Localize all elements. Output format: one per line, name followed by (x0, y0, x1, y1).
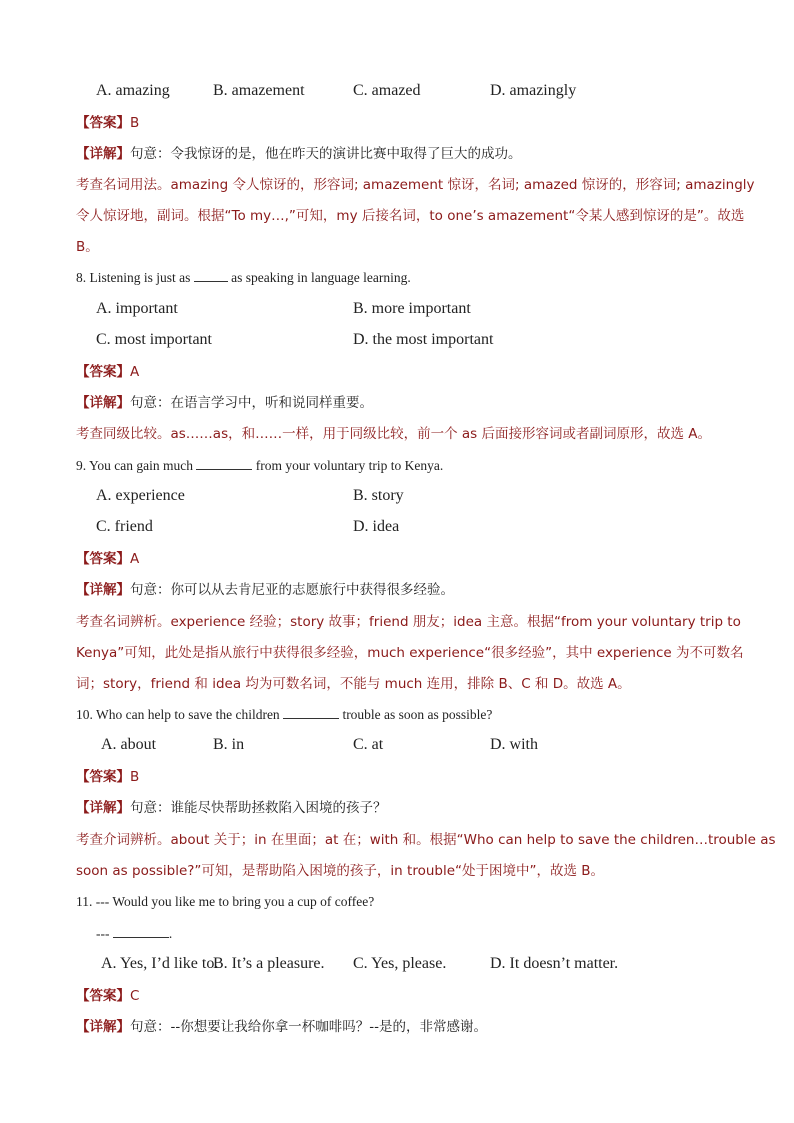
q8-stem-before: 8. Listening is just as (76, 270, 194, 285)
q7-option-d[interactable]: D. amazingly (490, 82, 577, 99)
detail-meaning: 句意：在语言学习中，听和说同样重要。 (130, 395, 373, 411)
detail-label: 【详解】 (76, 146, 130, 162)
answer-label: 【答案】 (76, 115, 130, 131)
answer-label: 【答案】 (76, 551, 130, 567)
q9-stem-after: from your voluntary trip to Kenya. (252, 458, 444, 473)
q8-detail (76, 393, 726, 413)
q7-answer (76, 113, 726, 133)
q7-analysis-line-2: 令人惊讶地，副词。根据“To my…,”可知，my 后接名词，to one’s amazement“令某人感到惊讶的是”。故选 (76, 208, 745, 224)
q9-answer (76, 549, 726, 569)
q8-option-c[interactable]: C. most important (96, 331, 212, 348)
detail-meaning: 句意：你可以从去肯尼亚的志愿旅行中获得很多经验。 (130, 582, 454, 598)
answer-label: 【答案】 (76, 988, 130, 1004)
answer-blank[interactable] (194, 269, 228, 282)
q7-option-c[interactable]: C. amazed (353, 82, 421, 99)
q11-option-c[interactable]: C. Yes, please. (353, 955, 447, 972)
q10-option-a[interactable]: A. about (101, 736, 157, 753)
q9-analysis-line-1: 考查名词辨析。experience 经验；story 故事；friend 朋友；idea 主意。根据“from your voluntary trip to (76, 614, 741, 630)
q8-analysis-line-1: 考查同级比较。as……as，和……一样，用于同级比较，前一个 as 后面接形容词或者副词原形，故选 A。 (76, 426, 712, 442)
q11-reply (96, 924, 746, 944)
q9-stem (76, 456, 726, 476)
q11-answer (76, 986, 726, 1006)
q8-stem-after: as speaking in language learning. (227, 270, 411, 285)
q11-reply-after: . (168, 926, 173, 941)
q7-option-a[interactable]: A. amazing (96, 82, 170, 99)
q10-stem-after: trouble as soon as possible? (339, 707, 493, 722)
q10-stem (76, 705, 726, 725)
q8-option-d[interactable]: D. the most important (353, 331, 494, 348)
q9-detail (76, 580, 726, 600)
answer-blank[interactable] (283, 706, 339, 719)
q10-stem-before: 10. Who can help to save the children (76, 707, 284, 722)
detail-label: 【详解】 (76, 800, 130, 816)
q7-analysis-line-3: B。 (76, 239, 99, 255)
answer-label: 【答案】 (76, 769, 130, 785)
q10-option-b[interactable]: B. in (213, 736, 245, 753)
q10-analysis-line-2: soon as possible?”可知，是帮助陷入困境的孩子，in trouble“处于困境中”，故选 B。 (76, 863, 605, 879)
q11-detail (76, 1017, 726, 1037)
answer-blank[interactable] (196, 457, 252, 470)
answer-value: B (130, 769, 140, 785)
detail-meaning: 句意：谁能尽快帮助拯救陷入困境的孩子？ (130, 800, 387, 816)
q9-analysis-line-3: 词；story，friend 和 idea 均为可数名词，不能与 much 连用，排除 B、C 和 D。故选 A。 (76, 676, 631, 692)
q10-option-d[interactable]: D. with (490, 736, 538, 753)
detail-label: 【详解】 (76, 395, 130, 411)
detail-label: 【详解】 (76, 1019, 130, 1035)
detail-meaning: 句意：--你想要让我给你拿一杯咖啡吗？--是的，非常感谢。 (130, 1019, 487, 1035)
answer-label: 【答案】 (76, 364, 130, 380)
detail-label: 【详解】 (76, 582, 130, 598)
q9-analysis-line-2: Kenya”可知，此处是指从旅行中获得很多经验，much experience“很多经验”，其中 experience 为不可数名 (76, 645, 744, 661)
q8-stem (76, 268, 726, 288)
q10-analysis-line-1: 考查介词辨析。about 关于；in 在里面；at 在；with 和。根据“Who can help to save the children…trouble as (76, 832, 776, 848)
q9-option-b[interactable]: B. story (353, 487, 404, 504)
q11-stem: 11. --- Would you like me to bring you a cup of coffee? (76, 894, 375, 909)
answer-value: B (130, 115, 140, 131)
q10-detail (76, 798, 726, 818)
q10-option-c[interactable]: C. at (353, 736, 384, 753)
detail-meaning: 句意：令我惊讶的是，他在昨天的演讲比赛中取得了巨大的成功。 (130, 146, 522, 162)
q9-option-c[interactable]: C. friend (96, 518, 153, 535)
q10-answer (76, 767, 726, 787)
q11-option-a[interactable]: A. Yes, I’d like to. (101, 955, 219, 972)
q7-option-b[interactable]: B. amazement (213, 82, 305, 99)
answer-blank[interactable] (113, 925, 169, 938)
q11-option-b[interactable]: B. It’s a pleasure. (213, 955, 325, 972)
answer-value: A (130, 364, 140, 380)
answer-value: A (130, 551, 140, 567)
q7-analysis-line-1: 考查名词用法。amazing 令人惊讶的，形容词; amazement 惊讶，名词; amazed 惊讶的，形容词; amazingly (76, 177, 755, 193)
q8-option-b[interactable]: B. more important (353, 300, 471, 317)
q11-reply-before: --- (96, 926, 113, 941)
q8-option-a[interactable]: A. important (96, 300, 178, 317)
q9-option-d[interactable]: D. idea (353, 518, 400, 535)
q11-option-d[interactable]: D. It doesn’t matter. (490, 955, 619, 972)
q7-detail (76, 144, 726, 164)
q9-stem-before: 9. You can gain much (76, 458, 197, 473)
q8-answer (76, 362, 726, 382)
answer-value: C (130, 988, 140, 1004)
q9-option-a[interactable]: A. experience (96, 487, 185, 504)
